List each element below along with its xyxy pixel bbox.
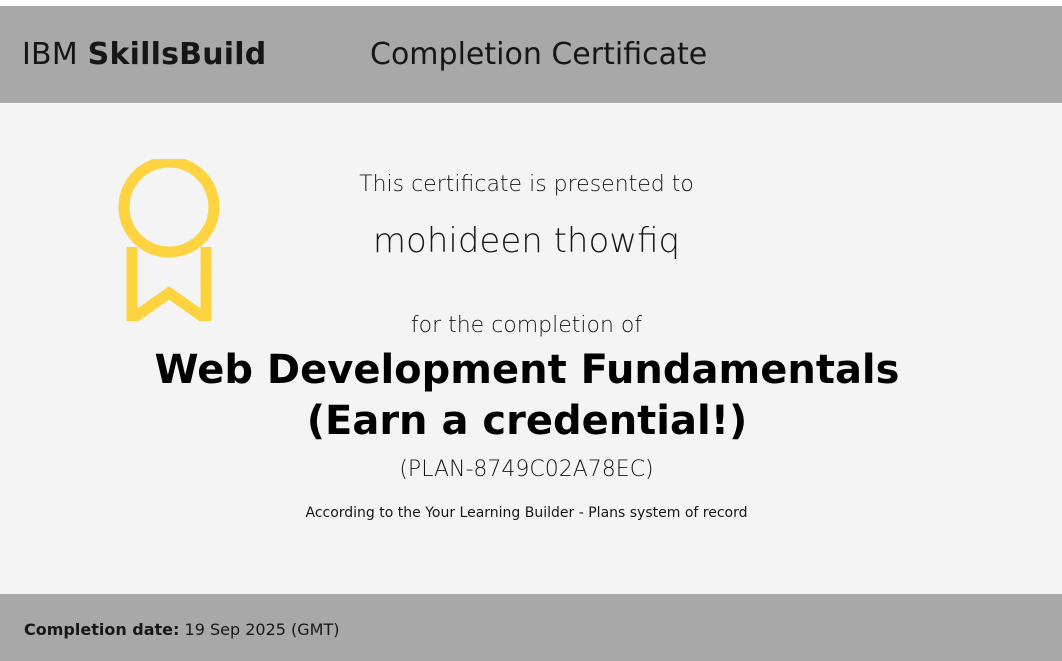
brand-name: SkillsBuild	[87, 37, 267, 72]
brand-logo	[22, 35, 266, 75]
brand-prefix: IBM	[22, 37, 78, 72]
completion-date	[24, 619, 339, 641]
course-title: Web Development Fundamentals (Earn a credential!)	[154, 347, 900, 444]
recipient-name: mohideen thowfiq	[372, 221, 681, 261]
certificate-header	[0, 6, 1062, 103]
presented-text: This certificate is presented to	[359, 172, 694, 197]
record-note: According to the Your Learning Builder - Plans system of record	[305, 505, 748, 521]
completion-date-value: 19 Sep 2025 (GMT)	[184, 620, 340, 639]
plan-id: (PLAN-8749C02A78EC)	[399, 457, 654, 482]
certificate-title: Completion Certificate	[370, 37, 708, 72]
certificate-footer	[0, 594, 1062, 661]
completion-text: for the completion of	[410, 313, 643, 338]
certificate-body	[0, 103, 1062, 594]
completion-date-label: Completion date:	[24, 620, 180, 639]
